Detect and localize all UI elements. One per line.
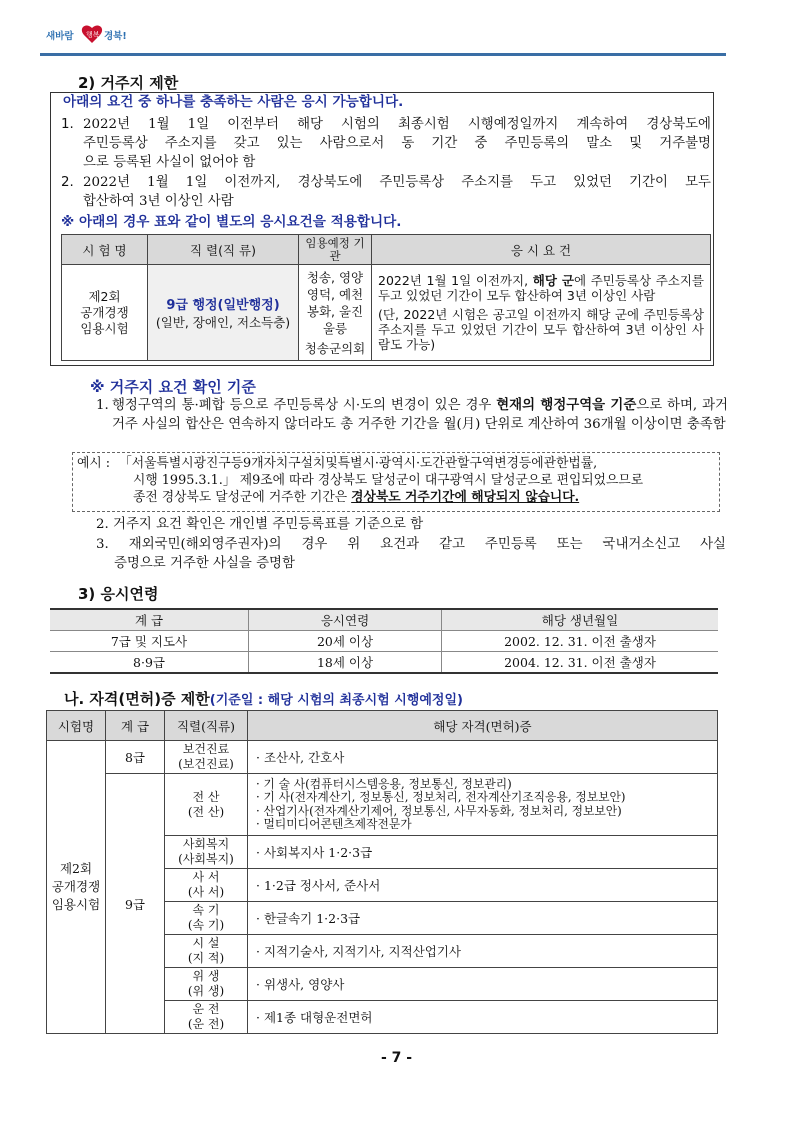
col-agency: 임용예정 기 관 — [299, 235, 372, 265]
lic-series: 위 생 (위 생) — [165, 968, 248, 1001]
lic-items: · 한글속기 1·2·3급 — [248, 902, 718, 935]
series-cell: 9급 행정(일반행정) (일반, 장애인, 저소득층) — [148, 265, 299, 361]
page-number: - 7 - — [380, 1050, 413, 1066]
age-col-age: 응시연령 — [249, 609, 442, 631]
col-requirement: 응 시 요 건 — [372, 235, 711, 265]
lic-items: · 조산사, 간호사 — [248, 741, 718, 774]
lic-exam-cell: 제2회 공개경쟁 임용시험 — [47, 741, 106, 1034]
residence-box — [50, 92, 714, 366]
age-cell: 7급 및 지도사 — [50, 631, 249, 652]
lic-col-license: 해당 자격(면허)증 — [248, 711, 718, 741]
lic-items: · 사회복지사 1·2·3급 — [248, 836, 718, 869]
lic-col-series: 직렬(직류) — [165, 711, 248, 741]
example-box: 예시 : 「서울특별시광진구등9개자치구설치및특별시·광역시·도간관할구역변경등에관한법률, 시행 1995.3.1.」 제9조에 따라 경상북도 달성군이 대구광역시 달성군으로 편입되었으므로 종전 경상북도 달성군에 거주한 기간은 경상북도 거주기간에 해당되지 않습니다. — [72, 452, 720, 512]
age-table — [50, 608, 718, 674]
residence-lead: 아래의 요건 중 하나를 충족하는 사람은 응시 가능합니다. — [63, 94, 404, 110]
agency-cell: 청송, 영양 영덕, 예천 봉화, 울진 울릉 청송군의회 — [299, 265, 372, 361]
residence-item-2: 2. 2022년 1월 1일 이전까지, 경상북도에 주민등록상 주소지를 두고 있었던 기간이 모두 합산하여 3년 이상인 사람 — [61, 175, 711, 209]
lic-items: · 위생사, 영양사 — [248, 968, 718, 1001]
lic-col-grade: 계 급 — [106, 711, 165, 741]
age-cell: 18세 이상 — [249, 652, 442, 674]
lic-series: 전 산 (전 산) — [165, 774, 248, 836]
age-cell: 2002. 12. 31. 이전 출생자 — [442, 631, 719, 652]
header-rule — [40, 53, 726, 56]
lic-items: · 지적기술사, 지적기사, 지적산업기사 — [248, 935, 718, 968]
lic-series: 사회복지 (사회복지) — [165, 836, 248, 869]
col-series: 직 렬(직 류) — [148, 235, 299, 265]
requirement-cell: 2022년 1월 1일 이전까지, 해당 군에 주민등록상 주소지를 두고 있었던 기간이 모두 합산하여 3년 이상인 사람 (단, 2022년 시험은 공고일 이전까지 해당 군에 주민등록상 주소지를 두고 있었던 기간이 모두 합산하여 3년 이상인 사람도 가능) — [372, 265, 711, 361]
age-cell: 20세 이상 — [249, 631, 442, 652]
age-col-grade: 계 급 — [50, 609, 249, 631]
lic-col-exam: 시험명 — [47, 711, 106, 741]
svg-text:새바람: 새바람 — [46, 31, 74, 42]
lic-items: · 기 술 사(컴퓨터시스템응용, 정보통신, 정보관리) · 기 사(전자계산기, 정보통신, 정보처리, 전자계산기조직응용, 정보보안) · 산업기사(전자계산기제어, 정보통신, 사무자동화, 정보처리, 정보보안) · 멀티미디어콘텐츠제작전문가 — [248, 774, 718, 836]
svg-text:행복: 행복 — [86, 31, 100, 39]
criteria-item-1: 1. 행정구역의 통·폐합 등으로 주민등록상 시·도의 변경이 있은 경우 현재의 행정구역을 기준으로 하며, 과거 거주 사실의 합산은 연속하지 않더라도 총 거주한 기간을 월(月) 단위로 계산하여 36개월 이상이면 충족함 — [96, 397, 728, 432]
lic-grade-9: 9급 — [106, 774, 165, 1034]
residence-note: ※ 아래의 경우 표와 같이 별도의 응시요건을 적용합니다. — [61, 214, 402, 230]
criteria-item-2: 2. 거주지 요건 확인은 개인별 주민등록표를 기준으로 함 — [96, 517, 424, 532]
svg-text:경북!: 경북! — [104, 31, 127, 42]
lic-series: 속 기 (속 기) — [165, 902, 248, 935]
lic-items: · 1·2급 정사서, 준사서 — [248, 869, 718, 902]
residence-item-1: 1. 2022년 1월 1일 이전부터 해당 시험의 최종시험 시행예정일까지 계속하여 경상북도에 주민등록상 주소지를 갖고 있는 사람으로서 동 기간 중 주민등록의 말소 및 거주불명 으로 등록된 사실이 없어야 함 — [61, 117, 711, 170]
lic-grade-8: 8급 — [106, 741, 165, 774]
criteria-item-3: 3. 재외국민(해외영주권자)의 경우 위 요건과 같고 주민등록 또는 국내거소신고 사실 증명으로 거주한 사실을 증명함 — [96, 537, 726, 571]
age-cell: 2004. 12. 31. 이전 출생자 — [504, 655, 656, 670]
license-heading: 나. 자격(면허)증 제한(기준일 : 해당 시험의 최종시험 시행예정일) — [64, 690, 463, 708]
col-exam: 시 험 명 — [62, 235, 148, 265]
lic-series: 시 설 (지 적) — [165, 935, 248, 968]
age-cell: 8·9급 — [50, 652, 249, 674]
lic-series: 운 전 (운 전) — [165, 1001, 248, 1034]
residence-table — [61, 234, 711, 361]
exam-cell: 제2회 공개경쟁 임용시험 — [62, 265, 148, 361]
lic-series: 보건진료 (보건진료) — [165, 741, 248, 774]
criteria-heading: ※ 거주지 요건 확인 기준 — [90, 378, 256, 396]
gyeongbuk-logo — [46, 22, 132, 48]
residence-heading: 2) 거주지 제한 — [78, 74, 179, 92]
age-heading: 3) 응시연령 — [78, 585, 159, 603]
lic-series: 사 서 (사 서) — [165, 869, 248, 902]
lic-items: · 제1종 대형운전면허 — [248, 1001, 718, 1034]
license-table — [46, 710, 718, 1034]
age-col-birth: 해당 생년월일 — [442, 609, 719, 631]
